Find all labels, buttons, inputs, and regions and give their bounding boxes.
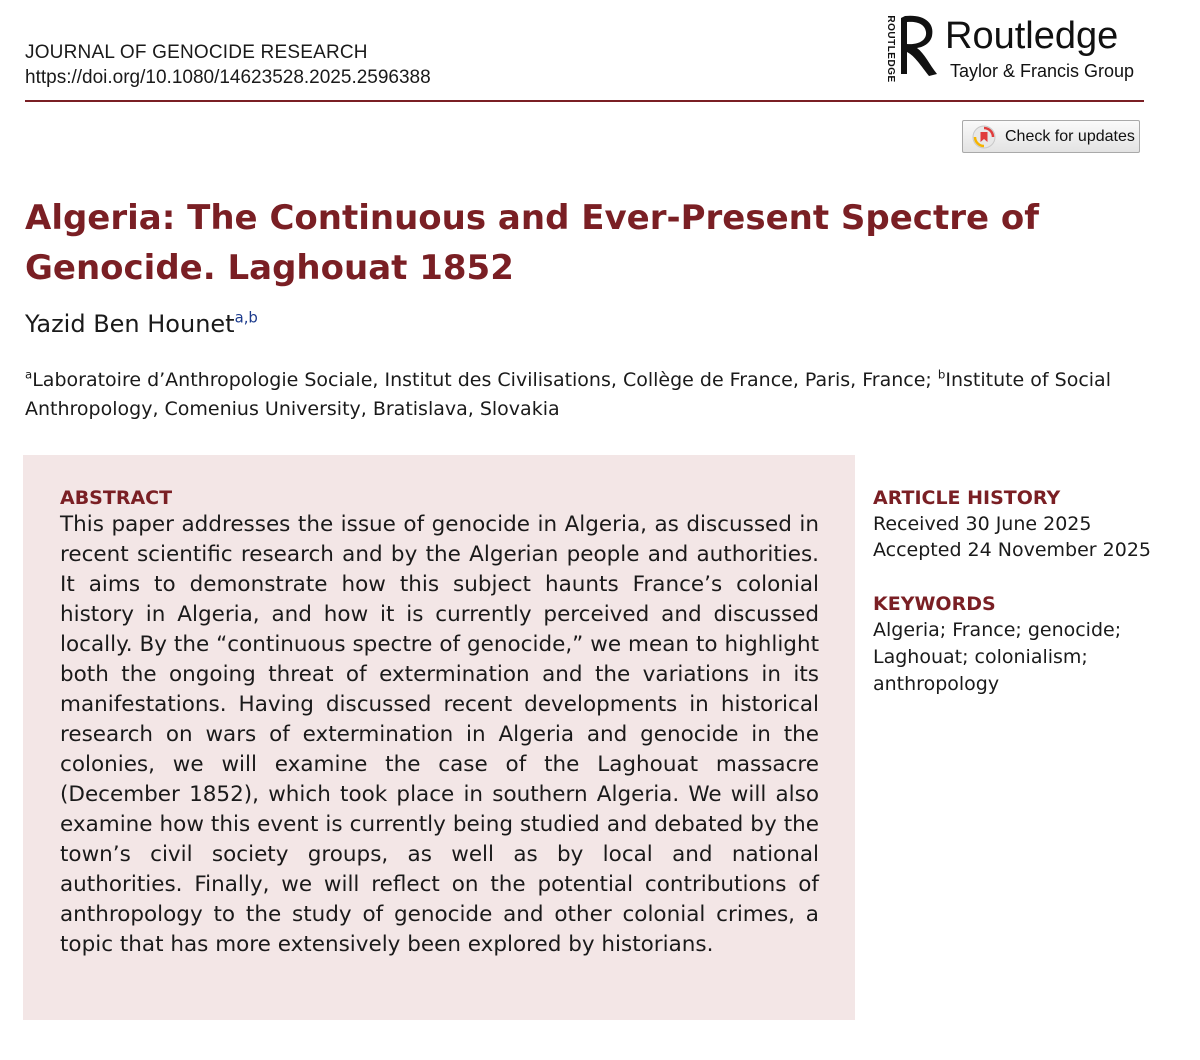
logo-vertical-text: ROUTLEDGE <box>885 15 896 83</box>
publisher-logo[interactable] <box>883 12 1148 88</box>
check-updates-label: Check for updates <box>1005 127 1135 145</box>
article-title: Algeria: The Continuous and Ever-Present Spectre of Genocide. Laghouat 1852 <box>25 198 1040 288</box>
publisher-name: Routledge <box>945 15 1119 57</box>
abstract-box <box>23 455 855 1020</box>
affiliation-b-mark: b <box>937 367 946 382</box>
affiliation-a: Laboratoire d’Anthropologie Sociale, Institut des Civilisations, Collège de France, Paris, France; <box>32 369 938 391</box>
header-rule <box>25 100 1144 102</box>
bookmark-icon <box>971 124 997 150</box>
doi-link[interactable]: https://doi.org/10.1080/14623528.2025.2596388 <box>25 67 431 88</box>
received-date: Received 30 June 2025 <box>873 513 1092 535</box>
abstract-text: This paper addresses the issue of genocide in Algeria, as discussed in recent scientific research and by the Algerian people and authorities. It aims to demonstrate how this subject haunts France’s colonial history in Algeria, and how it is currently perceived and discussed locally. By the “continuous spectre of genocide,” we mean to highlight both the ongoing threat of extermination and the variations in its manifestations. Having discussed recent developments in historical research on wars of extermination in Algeria and genocide in the colonies, we will examine the case of the Laghouat massacre (December 1852), which took place in southern Algeria. We will also examine how this event is currently being studied and debated by the town’s civil society groups, as well as by local and national authorities. Finally, we will reflect on the potential contributions of anthropology to the study of genocide and other colonial crimes, a topic that has more extensively been explored by historians. <box>60 512 819 957</box>
keywords-list: Algeria; France; genocide; Laghouat; colonialism; anthropology <box>873 619 1122 695</box>
routledge-r-icon <box>899 12 941 78</box>
abstract-heading: ABSTRACT <box>60 487 173 509</box>
publisher-group: Taylor & Francis Group <box>950 61 1135 81</box>
affiliation-a-mark: a <box>25 367 33 382</box>
keywords <box>873 591 1163 698</box>
journal-name: JOURNAL OF GENOCIDE RESEARCH <box>25 42 368 63</box>
affiliations <box>25 366 1150 424</box>
journal-header <box>25 40 431 90</box>
article-history-heading: ARTICLE HISTORY <box>873 487 1061 509</box>
article-history <box>873 485 1163 563</box>
article-sidebar <box>873 485 1163 698</box>
author <box>25 307 258 341</box>
affiliation-b: Institute of Social Anthropology, Comenius University, Bratislava, Slovakia <box>25 369 1111 420</box>
author-affiliation-marks[interactable]: a,b <box>234 308 258 327</box>
check-for-updates-button[interactable] <box>962 120 1140 153</box>
accepted-date: Accepted 24 November 2025 <box>873 539 1151 561</box>
author-name: Yazid Ben Hounet <box>25 310 235 338</box>
keywords-heading: KEYWORDS <box>873 593 996 615</box>
